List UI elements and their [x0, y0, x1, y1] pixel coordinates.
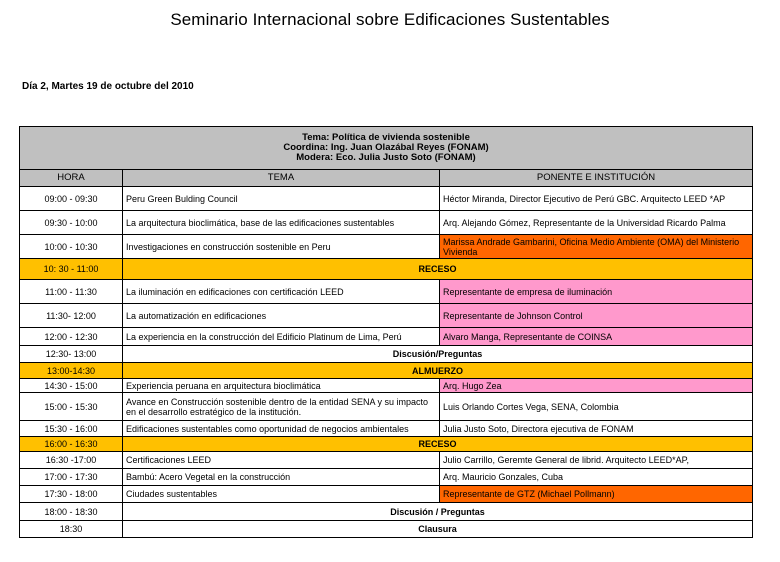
row-tema: Ciudades sustentables [123, 486, 440, 503]
table-row [20, 379, 753, 393]
row-tema: La iluminación en edificaciones con certificación LEED [123, 280, 440, 304]
table-row [20, 486, 753, 503]
row-hora: 12:30- 13:00 [20, 346, 123, 363]
row-tema: Peru Green Bulding Council [123, 187, 440, 211]
table-row [20, 187, 753, 211]
break-label: RECESO [123, 259, 753, 280]
row-tema: La automatización en edificaciones [123, 304, 440, 328]
row-hora: 11:30- 12:00 [20, 304, 123, 328]
row-tema: Bambú: Acero Vegetal en la construcción [123, 469, 440, 486]
row-tema: Certificaciones LEED [123, 452, 440, 469]
row-hora: 15:00 - 15:30 [20, 393, 123, 421]
discussion-label: Discusión/Preguntas [123, 346, 753, 363]
table-row [20, 328, 753, 346]
row-tema: Investigaciones en construcción sostenible en Peru [123, 235, 440, 259]
row-ponente: Héctor Miranda, Director Ejecutivo de Perú GBC. Arquitecto LEED *AP [440, 187, 753, 211]
break-label: RECESO [123, 437, 753, 452]
session-tema: Tema: Política de vivienda sostenible [302, 132, 470, 143]
document-title: Seminario Internacional sobre Edificaciones Sustentables [170, 10, 610, 29]
row-hora: 14:30 - 15:00 [20, 379, 123, 393]
row-hora: 13:00-14:30 [20, 363, 123, 379]
table-row [20, 421, 753, 437]
row-ponente: Julia Justo Soto, Directora ejecutiva de FONAM [440, 421, 753, 437]
row-ponente: Arq. Alejando Gómez, Representante de la Universidad Ricardo Palma [440, 211, 753, 235]
session-modera: Modera: Eco. Julia Justo Soto (FONAM) [296, 152, 476, 163]
row-hora: 09:30 - 10:00 [20, 211, 123, 235]
row-tema: Avance en Construcción sostenible dentro de la entidad SENA y su impacto en el desarrollo estratégico de la institución. [123, 393, 440, 421]
column-header-row [20, 170, 753, 187]
column-header-hora: HORA [20, 170, 123, 187]
break-row [20, 437, 753, 452]
table-row [20, 469, 753, 486]
date-line: Día 2, Martes 19 de octubre del 2010 [22, 81, 194, 92]
row-hora: 16:00 - 16:30 [20, 437, 123, 452]
discussion-row [20, 503, 753, 521]
row-hora: 17:30 - 18:00 [20, 486, 123, 503]
table-row [20, 304, 753, 328]
break-row [20, 259, 753, 280]
table-row [20, 235, 753, 259]
discussion-row [20, 346, 753, 363]
lunch-label: ALMUERZO [123, 363, 753, 379]
row-ponente: Marissa Andrade Gambarini, Oficina Medio Ambiente (OMA) del Ministerio Vivienda [440, 235, 753, 259]
row-hora: 10: 30 - 11:00 [20, 259, 123, 280]
row-hora: 12:00 - 12:30 [20, 328, 123, 346]
session-header [20, 127, 753, 170]
row-ponente: Representante de GTZ (Michael Pollmann) [440, 486, 753, 503]
row-hora: 16:30 -17:00 [20, 452, 123, 469]
column-header-tema: TEMA [123, 170, 440, 187]
lunch-row [20, 363, 753, 379]
table-row [20, 452, 753, 469]
row-hora: 17:00 - 17:30 [20, 469, 123, 486]
row-ponente: Arq. Mauricio Gonzales, Cuba [440, 469, 753, 486]
closing-row [20, 521, 753, 538]
column-header-ponente: PONENTE E INSTITUCIÓN [440, 170, 753, 187]
row-tema: La arquitectura bioclimática, base de las edificaciones sustentables [123, 211, 440, 235]
discussion-label: Discusión / Preguntas [123, 503, 753, 521]
row-ponente: Alvaro Manga, Representante de COINSA [440, 328, 753, 346]
row-ponente: Luis Orlando Cortes Vega, SENA, Colombia [440, 393, 753, 421]
row-ponente: Arq. Hugo Zea [440, 379, 753, 393]
row-hora: 10:00 - 10:30 [20, 235, 123, 259]
row-ponente: Julio Carrillo, Geremte General de librid. Arquitecto LEED*AP, [440, 452, 753, 469]
row-ponente: Representante de empresa de iluminación [440, 280, 753, 304]
session-coordina: Coordina: Ing. Juan Olazábal Reyes (FONAM) [283, 142, 489, 153]
row-hora: 18:00 - 18:30 [20, 503, 123, 521]
row-tema: Experiencia peruana en arquitectura bioclimática [123, 379, 440, 393]
table-row [20, 280, 753, 304]
row-tema: La experiencia en la construcción del Edificio Platinum de Lima, Perú [123, 328, 440, 346]
table-row [20, 211, 753, 235]
program-table [19, 126, 753, 538]
row-hora: 18:30 [20, 521, 123, 538]
row-tema: Edificaciones sustentables como oportunidad de negocios ambientales [123, 421, 440, 437]
table-row [20, 393, 753, 421]
row-hora: 09:00 - 09:30 [20, 187, 123, 211]
row-hora: 15:30 - 16:00 [20, 421, 123, 437]
row-ponente: Representante de Johnson Control [440, 304, 753, 328]
row-hora: 11:00 - 11:30 [20, 280, 123, 304]
closing-label: Clausura [123, 521, 753, 538]
